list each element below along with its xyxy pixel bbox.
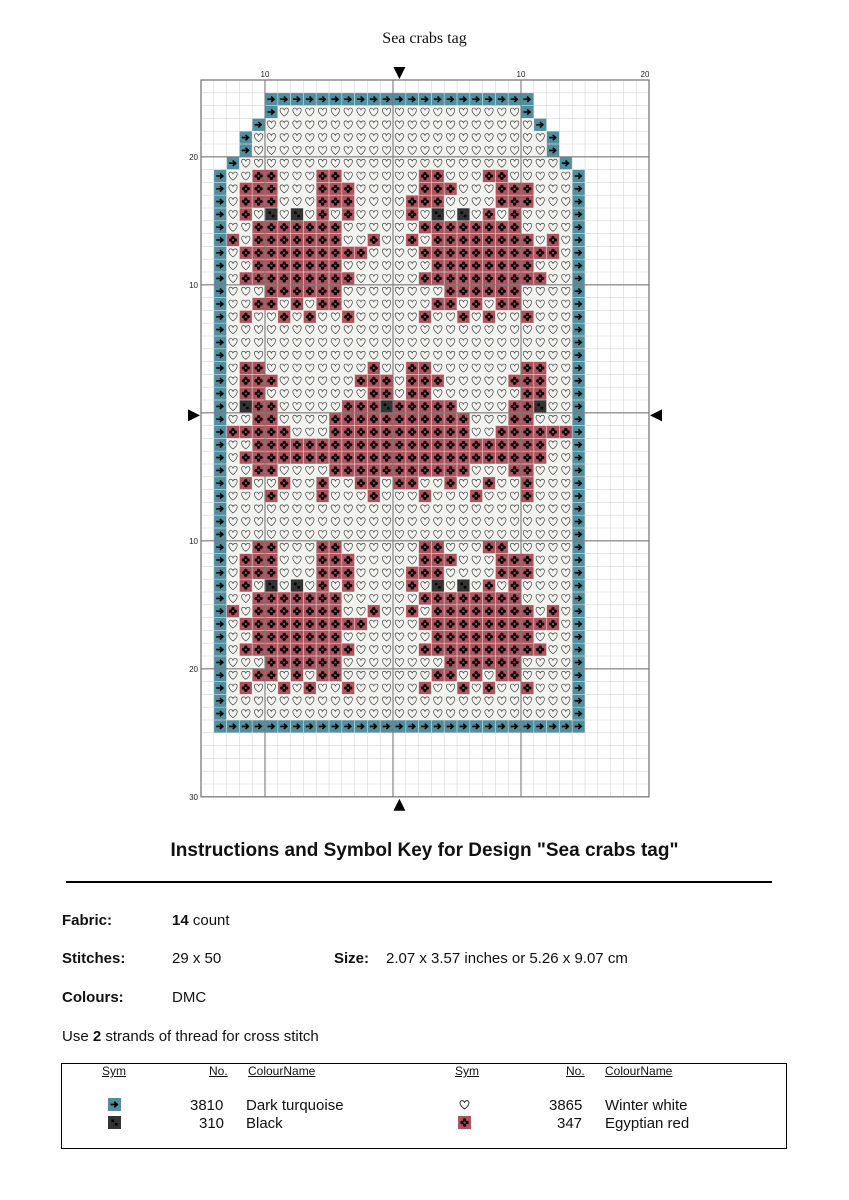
left-axis-label: 10: [189, 280, 198, 290]
black-stitch: [291, 208, 303, 220]
key-entry-name: Winter white: [605, 1097, 688, 1114]
top-axis-label: 20: [640, 70, 650, 79]
black-square-icon: [272, 215, 275, 218]
key-header-no-2: No.: [566, 1064, 585, 1078]
black-square-symbol-icon: [108, 1116, 121, 1129]
black-stitch: [291, 580, 303, 592]
colours-value: DMC: [172, 989, 207, 1006]
black-stitch: [265, 208, 277, 220]
black-square-icon: [272, 586, 275, 589]
black-square-icon: [435, 583, 438, 586]
key-header-sym-2: Sym: [455, 1064, 479, 1078]
key-header-name-2: ColourName: [605, 1064, 673, 1078]
page-title: Sea crabs tag: [382, 30, 467, 47]
arrow-symbol-icon: [108, 1098, 121, 1111]
size-value: 2.07 x 3.57 inches or 5.26 x 9.07 cm: [386, 950, 628, 967]
black-square-icon: [268, 583, 271, 586]
key-entry-name: Dark turquoise: [246, 1097, 344, 1114]
black-square-icon: [243, 403, 246, 406]
key-header-name: ColourName: [248, 1064, 316, 1078]
black-square-icon: [384, 403, 387, 406]
black-square-icon: [294, 211, 297, 214]
fabric-unit: count: [188, 912, 230, 929]
black-square-icon: [246, 407, 249, 410]
fabric-label: Fabric:: [62, 912, 113, 929]
black-square-icon: [438, 215, 441, 218]
fabric-value: [172, 912, 230, 929]
black-square-icon: [464, 215, 467, 218]
left-axis-label: 20: [189, 152, 198, 162]
black-stitch: [534, 400, 546, 412]
key-entry-name: Black: [246, 1115, 283, 1132]
center-marker-right: [650, 409, 662, 421]
stitches-value: 29 x 50: [172, 950, 222, 967]
black-square-icon: [297, 586, 300, 589]
instructions-heading: Instructions and Symbol Key for Design "Sea crabs tag": [170, 840, 679, 861]
black-stitch: [432, 580, 444, 592]
black-square-icon: [460, 211, 463, 214]
black-square-icon: [460, 583, 463, 586]
black-square-icon: [294, 583, 297, 586]
black-square-icon: [297, 215, 300, 218]
strands-prefix: Use: [62, 1028, 93, 1045]
top-axis-label: 10: [260, 70, 270, 79]
size-label: Size:: [334, 950, 370, 967]
key-entry-no: 3865: [549, 1097, 583, 1114]
key-header-no: No.: [209, 1064, 228, 1078]
black-stitch: [457, 208, 469, 220]
left-axis-label: 10: [189, 536, 198, 546]
black-square-icon: [537, 403, 540, 406]
flower-symbol-icon: [458, 1116, 471, 1129]
left-axis-label: 30: [189, 792, 198, 802]
black-stitch: [381, 400, 393, 412]
key-header-sym: Sym: [102, 1064, 126, 1078]
top-axis-label: 10: [516, 70, 526, 79]
colours-label: Colours:: [62, 989, 124, 1006]
key-entry-no: 3810: [190, 1097, 224, 1114]
fabric-count: 14: [172, 912, 189, 929]
black-square-icon: [438, 586, 441, 589]
black-square-icon: [268, 211, 271, 214]
black-square-icon: [464, 586, 467, 589]
black-stitch: [265, 580, 277, 592]
black-stitch: [457, 580, 469, 592]
divider: [66, 881, 772, 883]
black-square-icon: [541, 407, 544, 410]
key-entry-no: 310: [199, 1115, 225, 1132]
black-stitch: [240, 400, 252, 412]
center-marker-top: [393, 67, 405, 79]
center-marker-left: [188, 409, 200, 421]
center-marker-bottom: [393, 799, 405, 811]
heart-symbol-icon: [458, 1098, 471, 1111]
key-entry-no: 347: [557, 1115, 583, 1132]
strands-note: [62, 1028, 319, 1045]
black-square-icon: [435, 211, 438, 214]
key-entry-name: Egyptian red: [605, 1115, 690, 1132]
left-axis-label: 20: [189, 664, 198, 674]
black-stitch: [432, 208, 444, 220]
black-square-icon: [387, 407, 390, 410]
stitches-label: Stitches:: [62, 950, 126, 967]
strands-suffix: strands of thread for cross stitch: [101, 1028, 319, 1045]
symbol-key-table: [61, 1063, 787, 1149]
strands-count: 2: [92, 1028, 102, 1045]
